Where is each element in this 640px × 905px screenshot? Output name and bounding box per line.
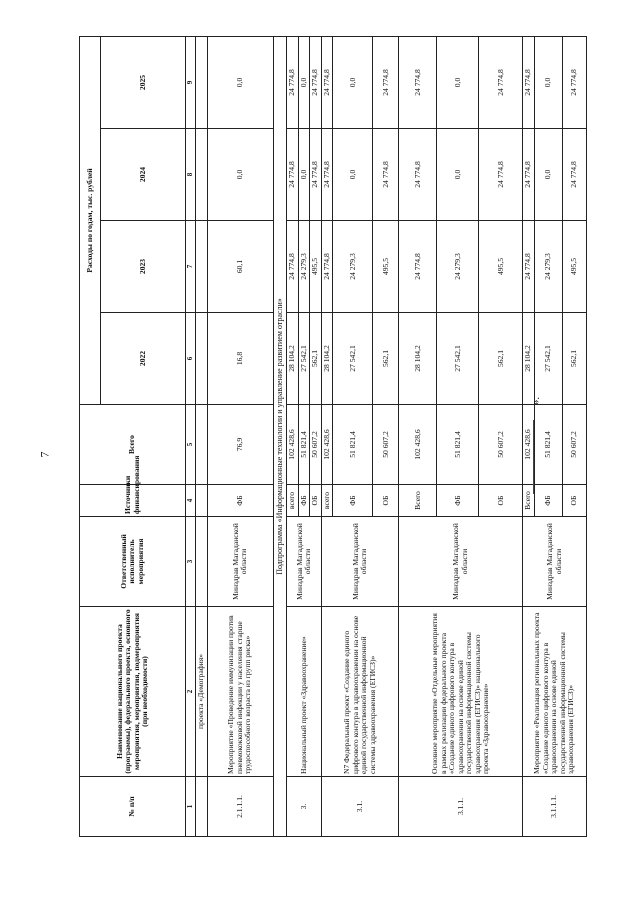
row-value: 28 104,2	[523, 313, 535, 405]
row-source: ФБ	[437, 485, 479, 517]
column-number: 5	[186, 405, 196, 485]
row-source: ОБ	[479, 485, 523, 517]
column-number: 2	[186, 607, 196, 777]
column-number: 7	[186, 221, 196, 313]
row-value: 24 774,8	[562, 129, 586, 221]
row-value: 24 774,8	[479, 37, 523, 129]
row-value: 0,0	[298, 37, 310, 129]
row-value: 24 774,8	[562, 37, 586, 129]
row-value: 24 279,3	[298, 221, 310, 313]
header-expenses: Расходы по годам, тыс. рублей	[80, 37, 101, 405]
row-value: 28 104,2	[399, 313, 437, 405]
row-total: 102 428,6	[321, 405, 333, 485]
column-number: 6	[186, 313, 196, 405]
row-source: ОБ	[562, 485, 586, 517]
row-total: 51 821,4	[298, 405, 310, 485]
row-no: 2.1.1.1.	[207, 777, 273, 837]
row-source: ОБ	[373, 485, 399, 517]
closing-quote: ».	[530, 396, 543, 406]
row-value: 24 774,8	[310, 37, 322, 129]
row-source: ФБ	[333, 485, 373, 517]
row-value: 27 542,1	[437, 313, 479, 405]
row-value: 24 774,8	[373, 37, 399, 129]
row-no: 3.1.1.	[399, 777, 523, 837]
row-value: 24 774,8	[523, 221, 535, 313]
row-value: 24 774,8	[399, 37, 437, 129]
row-name: Основное мероприятие «Отдельные мероприятия в рамках реализации федерального проекта «Создание единого цифрового контура в здравоохранении на основе единой государственной информационной системы здравоохранения (ЕГИСЗ)» национального проекта «Здравоохранение»	[399, 607, 523, 777]
row-executor: Минздрав Магаданской области	[207, 517, 273, 607]
row-total: 50 607,2	[562, 405, 586, 485]
header-source: Источники финансирования	[80, 485, 186, 517]
row-name: Мероприятие «Проведение иммунизации против пневмококковой инфекции у населения старше трудоспособного возраста из групп риска»	[207, 607, 273, 777]
row-value: 24 774,8	[479, 129, 523, 221]
row-total: 50 607,2	[479, 405, 523, 485]
row-value: 495,5	[562, 221, 586, 313]
row-value: 16,8	[207, 313, 273, 405]
row-value: 24 774,8	[321, 129, 333, 221]
row-value: 24 774,8	[321, 221, 333, 313]
row-value: 27 542,1	[298, 313, 310, 405]
row-value: 562,1	[479, 313, 523, 405]
table-row	[196, 37, 208, 837]
row-value: 562,1	[310, 313, 322, 405]
row-total: 51 821,4	[437, 405, 479, 485]
column-number: 3	[186, 517, 196, 607]
row-executor: Минздрав Магаданской области	[399, 517, 523, 607]
row-cell-empty	[196, 129, 208, 221]
row-value: 27 542,1	[534, 313, 562, 405]
row-value: 24 279,3	[437, 221, 479, 313]
header-no: № п/п	[80, 777, 186, 837]
table-row	[321, 37, 333, 837]
row-no-empty	[196, 777, 208, 837]
row-source: ФБ	[207, 485, 273, 517]
table-row	[399, 37, 437, 837]
row-value: 495,5	[479, 221, 523, 313]
column-number: 1	[186, 777, 196, 837]
row-value: 0,0	[534, 37, 562, 129]
row-value: 24 774,8	[523, 129, 535, 221]
column-number: 4	[186, 485, 196, 517]
budget-table-rotated	[79, 37, 619, 837]
header-year: 2022	[101, 313, 186, 405]
row-name: проекта «Демография»	[196, 607, 208, 777]
row-total: 102 428,6	[287, 405, 299, 485]
row-total: 51 821,4	[534, 405, 562, 485]
row-value: 60,1	[207, 221, 273, 313]
row-source: ФБ	[534, 485, 562, 517]
header-name: Наименование национального проекта (программы), федерального проекта, основного мероприятия, мероприятия, подмероприятия (при необходимости)	[80, 607, 186, 777]
row-cell-empty	[196, 405, 208, 485]
row-no: 3.	[287, 777, 322, 837]
row-value: 28 104,2	[287, 313, 299, 405]
column-number: 9	[186, 37, 196, 129]
page-number: 7	[37, 451, 52, 458]
header-executor: Ответственный исполнитель мероприятия	[80, 517, 186, 607]
row-source: всего	[287, 485, 299, 517]
header-year: 2025	[101, 37, 186, 129]
row-cell-empty	[196, 485, 208, 517]
row-source: всего	[321, 485, 333, 517]
row-value: 24 774,8	[523, 37, 535, 129]
row-value: 562,1	[373, 313, 399, 405]
row-name: Мероприятие «Реализация региональных проекта «Создание единого цифрового контура в здравоохранении на основе единой государственной информационной системы здравоохранения (ЕГИСЗ)»	[523, 607, 587, 777]
subprogram-row	[273, 37, 287, 837]
row-cell-empty	[196, 221, 208, 313]
column-number: 8	[186, 129, 196, 221]
row-value: 562,1	[562, 313, 586, 405]
row-total: 102 428,6	[399, 405, 437, 485]
row-value: 24 774,8	[287, 221, 299, 313]
row-source: ФБ	[298, 485, 310, 517]
row-value: 0,0	[298, 129, 310, 221]
row-value: 27 542,1	[333, 313, 373, 405]
row-source: Всего	[399, 485, 437, 517]
row-cell-empty	[196, 37, 208, 129]
row-total: 50 607,2	[310, 405, 322, 485]
row-executor: Минздрав Магаданской области	[523, 517, 587, 607]
table-row	[207, 37, 273, 837]
row-cell-empty	[196, 313, 208, 405]
header-total: Всего	[80, 405, 186, 485]
row-total: 51 821,4	[333, 405, 373, 485]
row-source: Всего	[523, 485, 535, 517]
subprogram-title: Подпрограмма «Информационные технологии и управление развитием отрасли»	[273, 37, 287, 837]
row-value: 495,5	[373, 221, 399, 313]
row-value: 24 774,8	[373, 129, 399, 221]
row-value: 495,5	[310, 221, 322, 313]
row-value: 0,0	[437, 37, 479, 129]
row-value: 0,0	[534, 129, 562, 221]
row-value: 24 279,3	[333, 221, 373, 313]
row-value: 24 774,8	[321, 37, 333, 129]
row-total: 102 428,6	[523, 405, 535, 485]
row-cell-empty	[196, 517, 208, 607]
row-value: 24 774,8	[399, 221, 437, 313]
row-value: 24 279,3	[534, 221, 562, 313]
row-value: 28 104,2	[321, 313, 333, 405]
row-value: 24 774,8	[310, 129, 322, 221]
header-year: 2024	[101, 129, 186, 221]
row-name: Национальный проект «Здравоохранение»	[287, 607, 322, 777]
row-source: ОБ	[310, 485, 322, 517]
row-value: 0,0	[207, 37, 273, 129]
header-year: 2023	[101, 221, 186, 313]
column-numbers-row	[186, 37, 196, 837]
row-total: 76,9	[207, 405, 273, 485]
row-executor: Минздрав Магаданской области	[321, 517, 399, 607]
row-name: N7 Федеральный проект «Создание единого цифрового контура в здравоохранении на основе единой государственной информационной системы здравоохранения (ЕГИСЗ)»	[321, 607, 399, 777]
row-value: 0,0	[333, 37, 373, 129]
budget-table	[79, 36, 587, 837]
row-value: 24 774,8	[287, 37, 299, 129]
row-value: 0,0	[333, 129, 373, 221]
closing-line	[533, 420, 534, 494]
row-total: 50 607,2	[373, 405, 399, 485]
table-row	[287, 37, 299, 837]
row-value: 24 774,8	[287, 129, 299, 221]
row-value: 0,0	[207, 129, 273, 221]
row-value: 24 774,8	[399, 129, 437, 221]
row-value: 0,0	[437, 129, 479, 221]
row-no: 3.1.1.1.	[523, 777, 587, 837]
row-executor: Минздрав Магаданской области	[287, 517, 322, 607]
row-no: 3.1.	[321, 777, 399, 837]
